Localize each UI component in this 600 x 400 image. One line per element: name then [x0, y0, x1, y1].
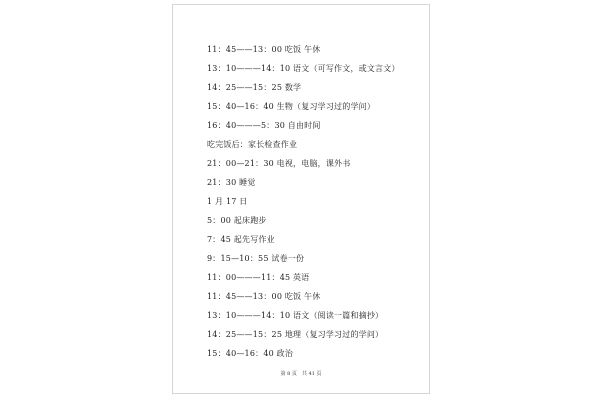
- document-page: [172, 4, 430, 394]
- schedule-line: 9：15—10：55 试卷一份: [207, 254, 305, 263]
- schedule-line: 11：45——13：00 吃饭 午休: [207, 45, 321, 54]
- schedule-line: 21：30 睡觉: [207, 178, 256, 187]
- schedule-line: 11：45——13：00 吃饭 午休: [207, 292, 321, 301]
- schedule-line: 7：45 起先写作业: [207, 235, 275, 244]
- schedule-line: 14：25——15：25 地理（复习学习过的学问）: [207, 330, 384, 339]
- schedule-line: 11：00———11：45 英语: [207, 273, 310, 282]
- schedule-line: 13：10———14：10 语文（阅读一篇和摘抄）: [207, 311, 384, 320]
- schedule-list: [207, 40, 400, 363]
- schedule-line: 14：25——15：25 数学: [207, 83, 302, 92]
- schedule-line: 21：00—21：30 电视，电脑，课外书: [207, 159, 351, 168]
- schedule-line: 13：10———14：10 语文（可写作文，或文言文）: [207, 64, 400, 73]
- schedule-line: 15：40—16：40 生物（复习学习过的学问）: [207, 102, 376, 111]
- schedule-line: 15：40—16：40 政治: [207, 349, 294, 358]
- schedule-line: 16：40———5：30 自由时间: [207, 121, 321, 130]
- schedule-line: 吃完饭后：家长检查作业: [207, 140, 298, 149]
- schedule-line: 5：00 起床跑步: [207, 216, 267, 225]
- date-heading: 1 月 17 日: [207, 197, 248, 206]
- page-number: 第 8 页 共 41 页: [280, 371, 322, 377]
